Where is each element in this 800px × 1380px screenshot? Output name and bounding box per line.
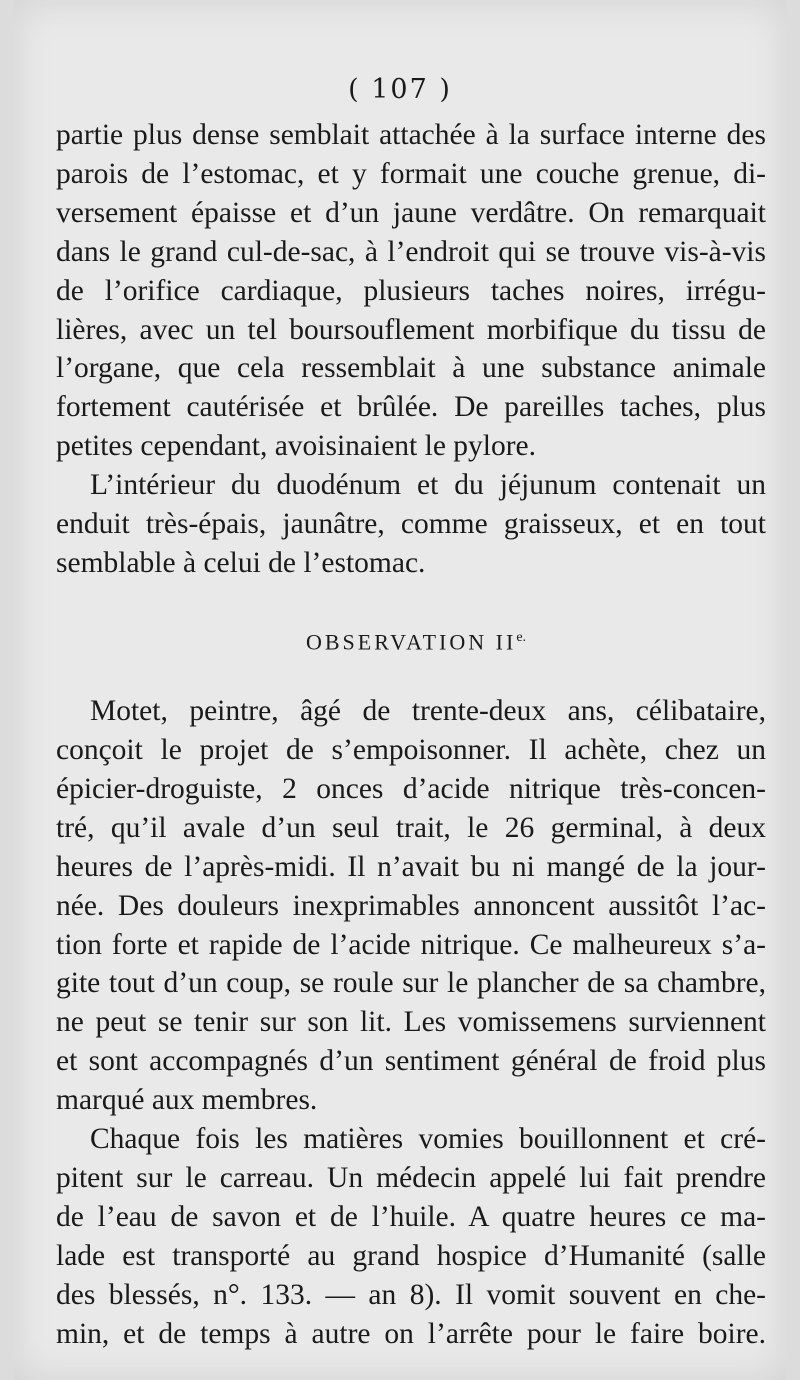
paragraph: [56, 466, 766, 583]
page-number: ( 107 ): [348, 74, 452, 105]
text-line: gite tout d’un coup, se roule sur le plancher de sa chambre,: [56, 967, 766, 1000]
text-line: heures de l’après-midi. Il n’avait bu ni mangé de la jour-: [56, 850, 766, 883]
text-line: épicier-droguiste, 2 onces d’acide nitrique très-concen-: [56, 772, 766, 805]
text-line: ne peut se tenir sur son lit. Les vomissemens surviennent: [56, 1006, 766, 1039]
paragraph: [56, 692, 766, 1120]
text-line: parois de l’estomac, et y formait une couche grenue, di-: [56, 157, 766, 190]
text-line: dans le grand cul-de-sac, à l’endroit qui se trouve vis-à-vis: [56, 235, 766, 268]
text-line: et sont accompagnés d’un sentiment général de froid plus: [56, 1045, 766, 1078]
book-page: [14, 0, 786, 1380]
text-line: des blessés, n°. 133. — an 8). Il vomit souvent en che-: [56, 1278, 766, 1311]
text-line: fortement cautérisée et brûlée. De pareilles taches, plus: [56, 391, 766, 424]
text-line: marqué aux membres.: [56, 1084, 318, 1117]
paragraph: [56, 1120, 766, 1353]
text-line: pitent sur le carreau. Un médecin appelé lui fait prendre: [56, 1161, 766, 1194]
text-line: tion forte et rapide de l’acide nitrique. Ce malheureux s’a-: [56, 928, 766, 961]
text-line: de l’orifice cardiaque, plusieurs taches noires, irrégu-: [56, 274, 766, 307]
text-line: tré, qu’il avale d’un seul trait, le 26 germinal, à deux: [56, 811, 766, 844]
section-heading: [56, 619, 766, 662]
text-line: Motet, peintre, âgé de trente-deux ans, célibataire,: [90, 695, 766, 728]
text-line: lade est transporté au grand hospice d’Humanité (salle: [56, 1239, 766, 1272]
text-line: semblable à celui de l’estomac.: [56, 546, 426, 579]
text-line: conçoit le projet de s’empoisonner. Il achète, chez un: [56, 734, 766, 767]
text-line: petites cependant, avoisinaient le pylore.: [56, 430, 537, 463]
text-line: l’organe, que cela ressemblait à une substance animale: [56, 352, 766, 385]
text-line: enduit très-épais, jaunâtre, comme graisseux, et en tout: [56, 508, 766, 541]
text-line: Chaque fois les matières vomies bouillonnent et cré-: [90, 1123, 766, 1156]
heading-text: OBSERVATION II: [305, 629, 517, 655]
page-body: [56, 116, 766, 1354]
text-line: min, et de temps à autre on l’arrête pour le faire boire.: [56, 1317, 766, 1350]
paragraph: [56, 116, 766, 466]
text-line: lières, avec un tel boursouflement morbifique du tissu de: [56, 313, 766, 346]
text-line: L’intérieur du duodénum et du jéjunum contenait un: [90, 469, 766, 502]
text-line: de l’eau de savon et de l’huile. A quatre heures ce ma-: [56, 1200, 766, 1233]
text-line: née. Des douleurs inexprimables annoncent aussitôt l’ac-: [56, 889, 766, 922]
text-line: partie plus dense semblait attachée à la surface interne des: [56, 119, 766, 151]
heading-superscript: e.: [516, 629, 527, 645]
text-line: versement épaisse et d’un jaune verdâtre. On remarquait: [56, 196, 766, 229]
